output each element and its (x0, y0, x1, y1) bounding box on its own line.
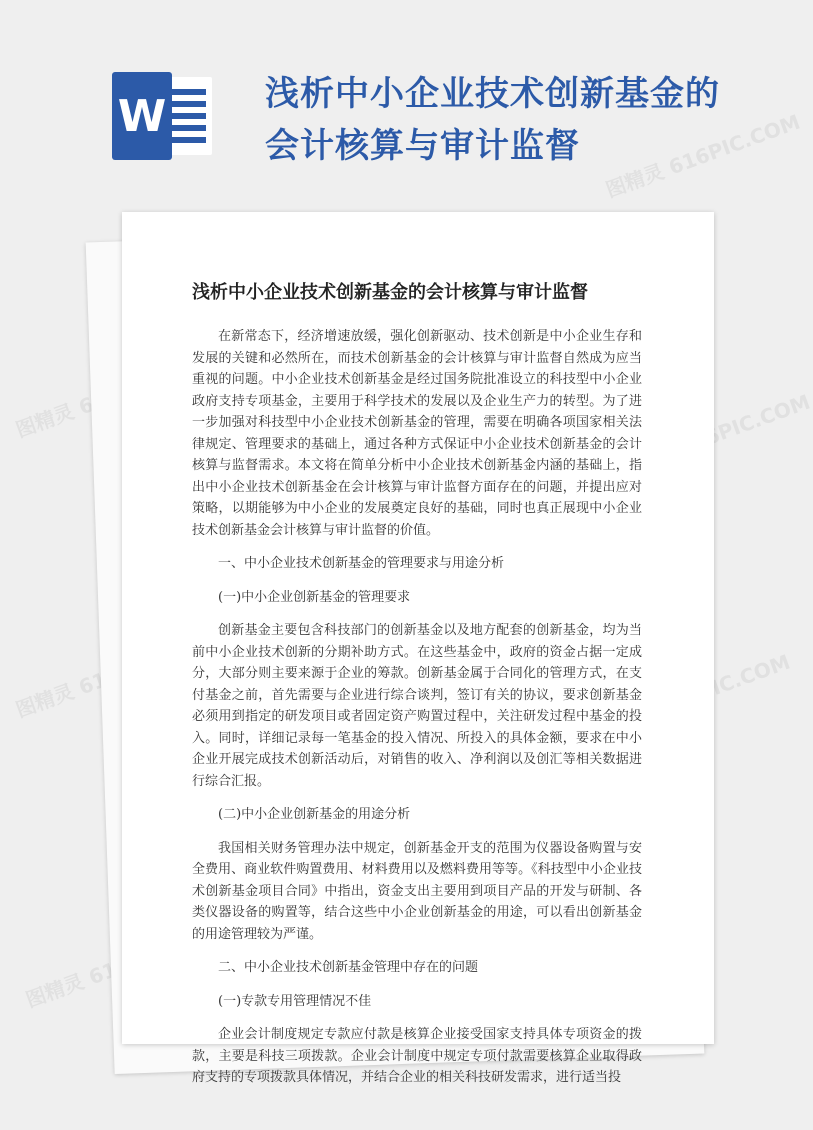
section-heading: 二、中小企业技术创新基金管理中存在的问题 (218, 960, 479, 975)
word-icon-badge: W (112, 72, 172, 160)
document-title: 浅析中小企业技术创新基金的会计核算与审计监督 (192, 282, 588, 303)
watermark: 图精灵 (12, 679, 78, 723)
paragraph: 我国相关财务管理办法中规定，创新基金开支的范围为仪器设备购置与安全费用、商业软件购置费用、材料费用以及燃料费用等等。《科技型中小企业技术创新基金项目合同》中指出，资金支出主要用到项目产品的开发与研制、各类仪器设备的购置等，结合这些中小企业创新基金的用途，可以看出创新基金的用途管理较为严谨。 (192, 840, 642, 942)
paragraph: 创新基金主要包含科技部门的创新基金以及地方配套的创新基金，均为当前中小企业技术创新的分期补助方式。在这些基金中，政府的资金占据一定成分，大部分则主要来源于企业的筹款。创新基金属于合同化的管理方式，在支付基金之前，首先需要与企业进行综合谈判，签订有关的协议，要求创新基金必须用到指定的研发项目或者固定资产购置过程中，关注研发过程中基金的投入。同时，详细记录每一笔基金的投入情况、所投入的具体金额，要求在中小企业开展完成技术创新活动后，对销售的收入、净利润以及创汇等相关数据进行综合汇报。 (192, 623, 642, 789)
watermark: 616PIC.COM (655, 649, 794, 720)
subsection-heading: (一)专款专用管理情况不佳 (218, 993, 372, 1009)
watermark: 图精灵 616PIC.COM (602, 109, 804, 203)
subsection-heading: (二)中小企业创新基金的用途分析 (218, 807, 411, 822)
header (0, 0, 800, 210)
watermark: 616PIC.COM (675, 389, 813, 460)
subsection-heading: (一)中小企业创新基金的管理要求 (218, 589, 411, 605)
header-title: 浅析中小企业技术创新基金的会计核算与审计监督 (265, 74, 720, 166)
paragraph: 在新常态下，经济增速放缓，强化创新驱动、技术创新是中小企业生存和发展的关键和必然所在，而技术创新基金的会计核算与审计监督自然成为应当重视的问题。中小企业技术创新基金是经过国务院批准设立的科技型中小企业政府支持专项基金，主要用于科学技术的发展以及企业生产力的转型。为了进一步加强对科技型中小企业技术创新基金的管理，需要在明确各项国家相关法律规定、管理要求的基础上，通过各种方式保证中小企业技术创新基金的会计核算与监督需求。本文将在简单分析中小企业技术创新基金内涵的基础上，指出中小企业技术创新基金在会计核算与审计监督方面存在的问题，并提出应对策略，以期能够为中小企业的发展奠定良好的基础，同时也真正展现中小企业技术创新基金会计核算与审计监督的价值。 (192, 329, 642, 538)
watermark: 图精灵 (12, 399, 78, 443)
word-document-icon (112, 72, 212, 160)
watermark: 图精灵 (22, 969, 88, 1013)
section-heading: 一、中小企业技术创新基金的管理要求与用途分析 (218, 556, 505, 571)
document-page (122, 212, 714, 1085)
paragraph: 企业会计制度规定专款应付款是核算企业接受国家支持具体专项资金的拨款，主要是科技三项拨款。企业会计制度中规定专项付款需要核算企业取得政府支持的专项拨款具体情况，并结合企业的相关科技研发需求，进行适当投 (192, 1027, 642, 1085)
document-body (192, 326, 642, 1101)
